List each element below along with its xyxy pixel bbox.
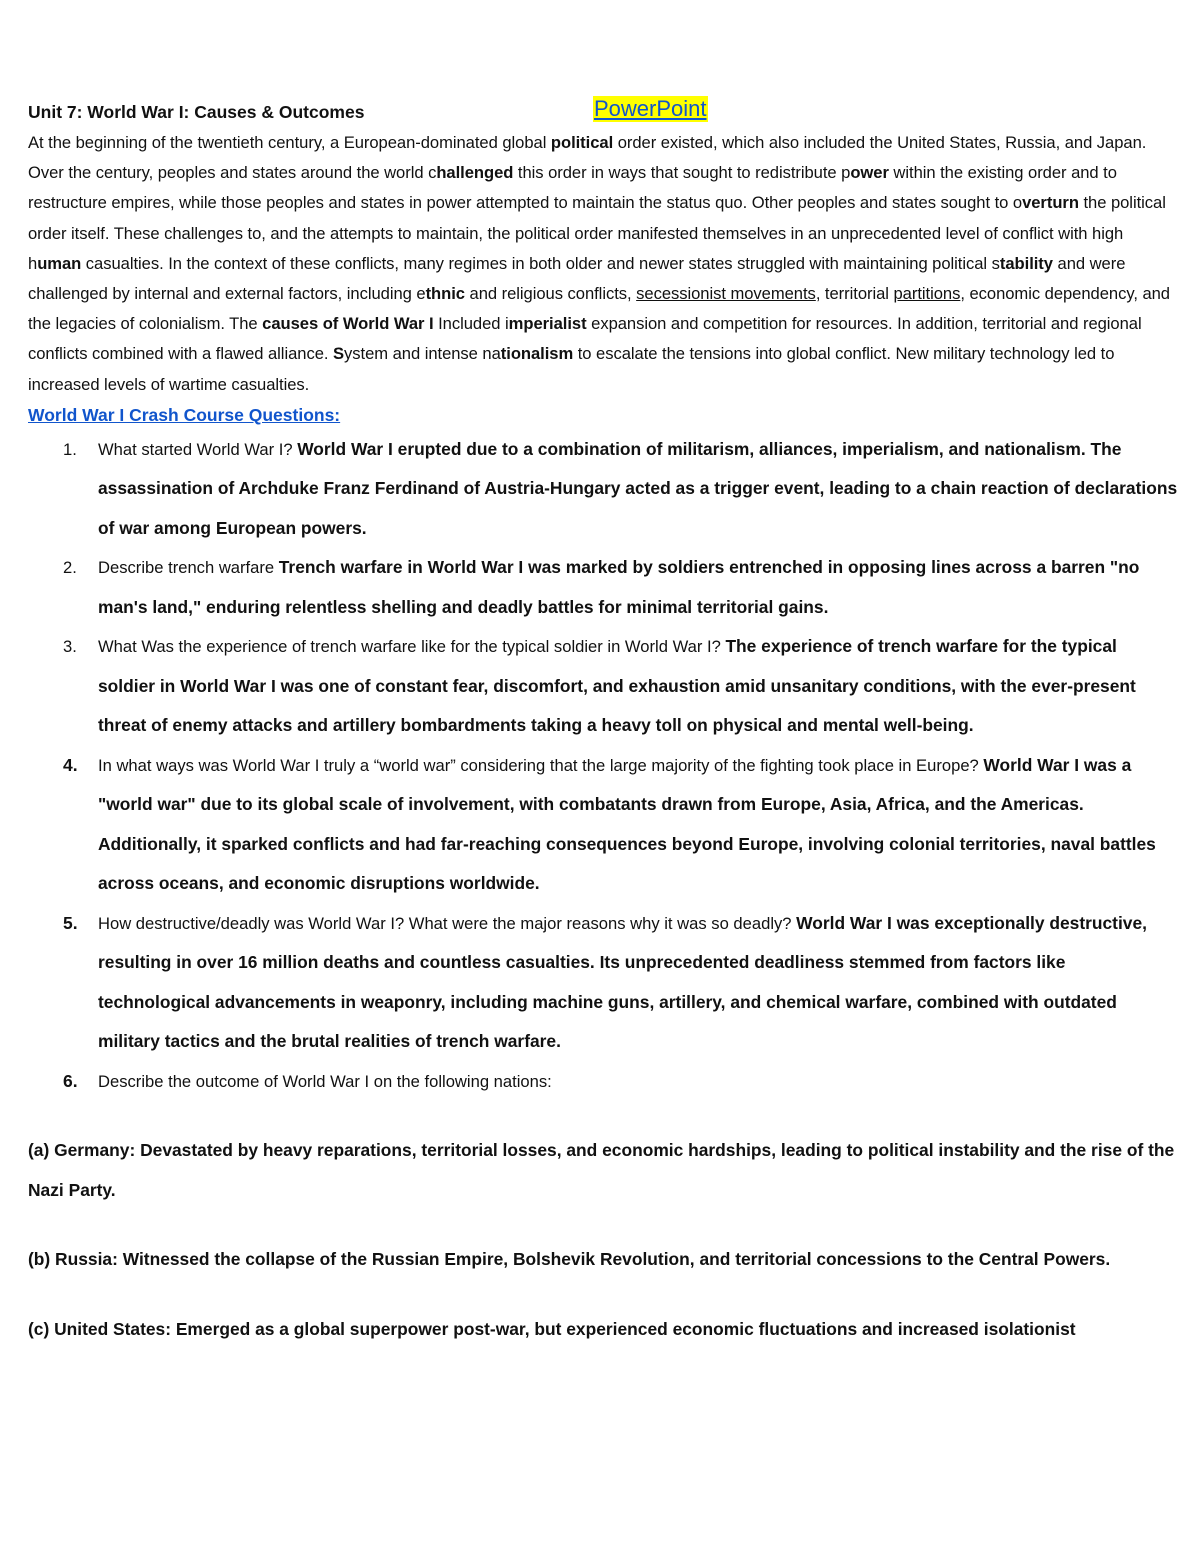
crash-course-link[interactable]: World War I Crash Course Questions: xyxy=(28,404,341,425)
title-row xyxy=(28,96,1178,128)
question-number: 5. xyxy=(63,912,78,933)
intro-bold: thnic xyxy=(425,284,465,304)
intro-bold: hallenged xyxy=(436,163,514,183)
question-text: Describe the outcome of World War I on the following nations: xyxy=(98,1071,552,1091)
question-item xyxy=(28,430,1178,549)
intro-text: and religious conflicts, xyxy=(464,284,637,304)
question-item xyxy=(28,627,1178,746)
answer-text: World War I was a "world war" due to its global scale of involvement, with combatants drawn from Europe, Asia, Africa, and the Americas. Additionally, it sparked conflicts and had far-reaching consequences beyond Europe, involving colonial territories, naval battles across oceans, and economic disruptions worldwide. xyxy=(98,754,1156,894)
answer-text: World War I erupted due to a combination of militarism, alliances, imperialism, and nationalism. The assassination of Archduke Franz Ferdinand of Austria-Hungary acted as a trigger event, leading to a chain reaction of declarations of war among European powers. xyxy=(98,438,1178,538)
question-number: 1. xyxy=(63,439,77,459)
outcome-united-states: (c) United States: Emerged as a global superpower post-war, but experienced economic fluctuations and increased isolationist xyxy=(28,1318,1076,1339)
question-text: How destructive/deadly was World War I? What were the major reasons why it was so deadly? xyxy=(98,913,797,933)
answer-text: The experience of trench warfare for the typical soldier in World War I was one of constant fear, discomfort, and exhaustion amid unsanitary conditions, with the ever-present threat of enemy attacks and artillery bombardments taking a heavy toll on physical and mental well-being. xyxy=(98,636,1136,736)
question-text: What started World War I? xyxy=(98,439,298,459)
intro-bold: political xyxy=(550,133,614,152)
intro-paragraph xyxy=(28,128,1178,400)
spacer xyxy=(28,1280,1178,1310)
intro-text: the political order itself. These challenges to, and the attempts to maintain, the political order manifested themselves in an unprecedented level of conflict with high h xyxy=(28,193,1166,273)
question-number: 2. xyxy=(63,558,77,578)
unit-title: Unit 7: World War I: Causes & Outcomes xyxy=(28,102,365,122)
intro-text: order existed, which also included the United States, Russia, and Japan. Over the century, peoples and states around the world c xyxy=(28,133,1147,183)
intro-bold: S xyxy=(333,344,345,364)
intro-bold: causes of World War I xyxy=(262,314,434,334)
question-text: In what ways was World War I truly a “world war” considering that the large majority of the fighting took place in Europe? xyxy=(98,755,984,775)
intro-bold: mperialist xyxy=(508,314,587,334)
question-item xyxy=(28,746,1178,904)
outcome-russia: (b) Russia: Witnessed the collapse of the Russian Empire, Bolshevik Revolution, and territorial concessions to the Central Powers. xyxy=(28,1249,1111,1270)
intro-text: and were challenged by internal and external factors, including e xyxy=(28,253,1126,304)
intro-text: to escalate the tensions into global conflict. New military technology led to increased levels of wartime casualties. xyxy=(28,344,1115,394)
intro-text: , territorial xyxy=(815,284,894,304)
question-text: Describe trench warfare xyxy=(98,558,279,578)
question-number: 6. xyxy=(63,1070,78,1091)
outcome-germany: (a) Germany: Devastated by heavy reparations, territorial losses, and economic hardships, leading to political instability and the rise of the Nazi Party. xyxy=(28,1140,1175,1200)
intro-bold: tionalism xyxy=(500,344,574,364)
answer-text: Trench warfare in World War I was marked by soldiers entrenched in opposing lines across a barren "no man's land," enduring relentless shelling and deadly battles for minimal territorial gains. xyxy=(98,557,1140,617)
intro-underline: secessionist movements xyxy=(636,284,816,304)
intro-text: this order in ways that sought to redistribute p xyxy=(513,163,851,183)
question-item xyxy=(28,548,1178,627)
question-number: 4. xyxy=(63,754,78,775)
question-item xyxy=(28,904,1178,1062)
intro-bold: ower xyxy=(850,163,889,183)
spacer xyxy=(28,1101,1178,1131)
intro-bold: uman xyxy=(37,253,82,273)
intro-bold: tability xyxy=(999,253,1053,273)
question-text: What Was the experience of trench warfare like for the typical soldier in World War I? xyxy=(98,637,726,657)
intro-bold: verturn xyxy=(1022,193,1079,213)
answer-text: World War I was exceptionally destructive, resulting in over 16 million deaths and countless casualties. Its unprecedented deadliness stemmed from factors like technological advancements in weaponry, including machine guns, artillery, and chemical warfare, combined with outdated military tactics and the brutal realities of trench warfare. xyxy=(98,912,1147,1052)
intro-text: , economic dependency, and the legacies of colonialism. The xyxy=(28,284,1170,334)
spacer xyxy=(28,1210,1178,1240)
intro-text: casualties. In the context of these conflicts, many regimes in both older and newer states struggled with maintaining political s xyxy=(81,253,1000,273)
crash-course-heading xyxy=(28,400,1178,430)
intro-text: ystem and intense na xyxy=(344,344,501,364)
intro-underline: partitions xyxy=(893,284,961,304)
intro-text: within the existing order and to restructure empires, while those peoples and states in power attempted to maintain the status quo. Other peoples and states sought to o xyxy=(28,163,1117,213)
intro-text: Included i xyxy=(433,314,509,334)
question-list xyxy=(28,430,1178,1102)
question-item xyxy=(28,1062,1178,1102)
question-number: 3. xyxy=(63,637,77,657)
intro-text: At the beginning of the twentieth century, a European-dominated global xyxy=(28,133,551,152)
powerpoint-link[interactable]: PowerPoint xyxy=(594,96,707,121)
intro-text: expansion and competition for resources. In addition, territorial and regional conflicts combined with a flawed alliance. xyxy=(28,314,1142,364)
document-page xyxy=(28,96,1178,1349)
